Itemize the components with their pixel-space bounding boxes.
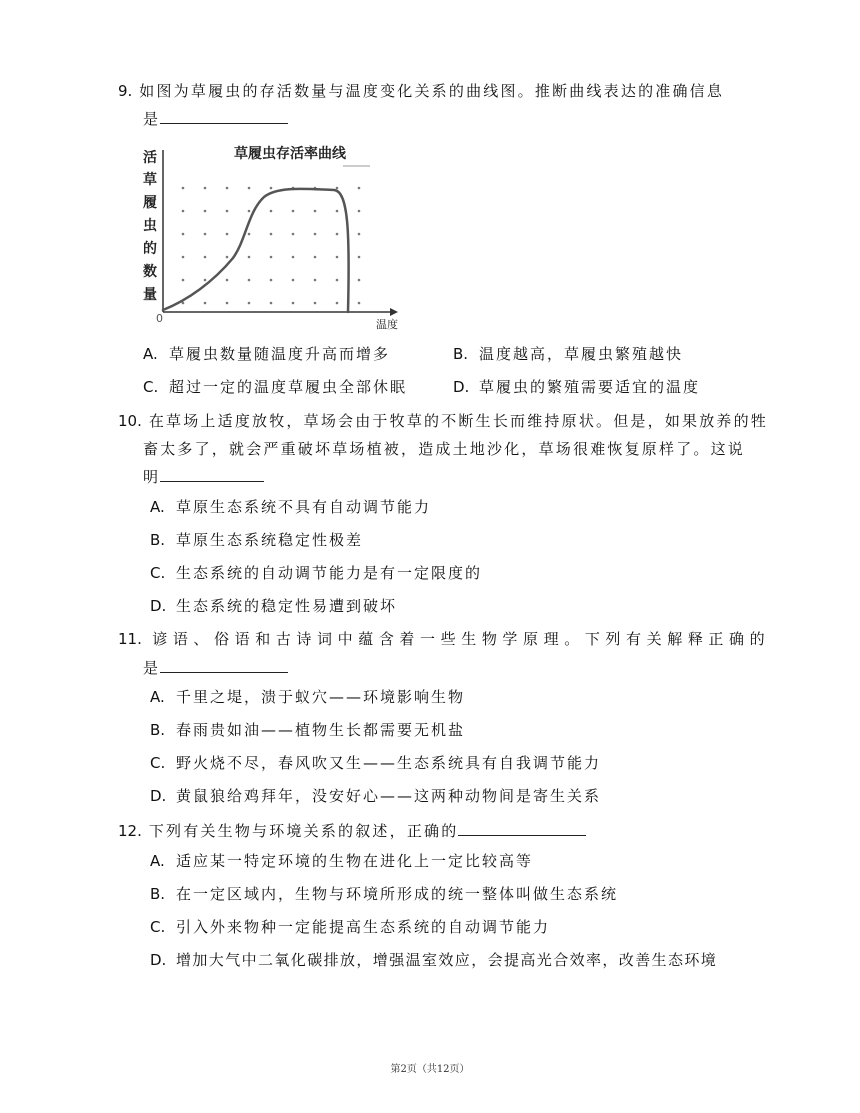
ylabel-char: 的 [143, 241, 157, 257]
option-text: 春雨贵如油——植物生长都需要无机盐 [176, 721, 466, 739]
option-9a[interactable] [143, 344, 390, 364]
option-text: 千里之堤，溃于蚁穴——环境影响生物 [176, 688, 466, 706]
option-9c[interactable] [143, 377, 407, 397]
x-axis-arrow [390, 308, 398, 316]
question-10 [118, 410, 768, 432]
option-text: 在一定区域内，生物与环境所形成的统一整体叫做生态系统 [176, 885, 619, 903]
option-label: C. [150, 918, 166, 936]
option-label: B. [150, 885, 166, 903]
ylabel-char: 虫 [143, 218, 157, 234]
grid-dot [248, 233, 251, 236]
option-11a[interactable] [150, 687, 465, 707]
grid-dot [336, 233, 339, 236]
grid-dot [270, 210, 273, 213]
grid-dot [358, 210, 361, 213]
option-label: B. [150, 531, 166, 549]
option-text: 增加大气中二氧化碳排放，增强温室效应，会提高光合效率，改善生态环境 [176, 951, 718, 969]
option-11c[interactable] [150, 753, 601, 773]
option-9b[interactable] [453, 344, 683, 364]
option-label: B. [150, 721, 166, 739]
question-number: 12. [118, 822, 142, 840]
grid-dot [226, 233, 229, 236]
grid-dot [336, 279, 339, 282]
question-9 [118, 80, 724, 102]
grid-dot [204, 233, 207, 236]
option-text: 温度越高，草履虫繁殖越快 [479, 345, 684, 363]
option-label: A. [150, 852, 165, 870]
option-label: D. [150, 951, 167, 969]
option-12d[interactable] [150, 950, 717, 970]
option-label: C. [150, 754, 166, 772]
grid-dot [226, 279, 229, 282]
grid-dot [270, 302, 273, 305]
option-text: 黄鼠狼给鸡拜年，没安好心——这两种动物间是寄生关系 [176, 787, 602, 805]
question-9-line2 [143, 107, 288, 130]
question-number: 9. [118, 82, 133, 100]
grid-dot [248, 279, 251, 282]
grid-dot [182, 233, 185, 236]
grid-dot [248, 210, 251, 213]
grid-dot [292, 210, 295, 213]
answer-blank[interactable] [160, 465, 264, 482]
ylabel-char: 数 [143, 264, 157, 280]
grid-dot [314, 279, 317, 282]
question-10-line3 [143, 465, 264, 488]
question-11 [118, 628, 770, 650]
grid-dot [358, 256, 361, 259]
grid-dot [270, 233, 273, 236]
question-number: 10. [118, 412, 142, 430]
y-axis-label [143, 149, 157, 303]
question-text: 如图为草履虫的存活数量与温度变化关系的曲线图。推断曲线表达的准确信息 [139, 82, 725, 100]
page-footer: 第2页（共12页） [390, 1064, 470, 1075]
option-12b[interactable] [150, 884, 618, 904]
grid-dot [292, 302, 295, 305]
option-text: 草履虫的繁殖需要适宜的温度 [479, 378, 701, 396]
question-number: 11. [118, 630, 142, 648]
option-9d[interactable] [453, 377, 700, 397]
grid-dot [336, 302, 339, 305]
grid-dots [182, 187, 361, 305]
option-text: 适应某一特定环境的生物在进化上一定比较高等 [176, 852, 534, 870]
grid-dot [314, 302, 317, 305]
grid-dot [358, 302, 361, 305]
grid-dot [182, 187, 185, 190]
grid-dot [226, 256, 229, 259]
grid-dot [248, 302, 251, 305]
grid-dot [182, 279, 185, 282]
option-label: A. [150, 688, 165, 706]
grid-dot [204, 302, 207, 305]
option-text: 草原生态系统不具有自动调节能力 [176, 498, 432, 516]
grid-dot [336, 187, 339, 190]
survival-curve-figure [138, 140, 410, 335]
grid-dot [358, 279, 361, 282]
question-text: 在草场上适度放牧，草场会由于牧草的不断生长而维持原状。但是，如果放养的牲 [148, 412, 769, 430]
answer-blank[interactable] [160, 107, 288, 124]
option-10d[interactable] [150, 596, 397, 616]
question-text: 畜太多了，就会严重破坏草场植被，造成土地沙化，草场很难恢复原样了。这说 [143, 440, 746, 458]
option-10c[interactable] [150, 563, 482, 583]
option-label: C. [143, 378, 159, 396]
option-label: C. [150, 564, 166, 582]
ylabel-char: 量 [143, 287, 157, 303]
question-10-line2 [143, 438, 745, 460]
grid-dot [270, 279, 273, 282]
grid-dot [204, 187, 207, 190]
option-text: 超过一定的温度草履虫全部休眠 [169, 378, 408, 396]
option-text: 生态系统的稳定性易遭到破坏 [176, 597, 398, 615]
ylabel-char: 履 [143, 195, 157, 211]
option-label: A. [143, 345, 158, 363]
answer-blank[interactable] [458, 819, 586, 836]
grid-dot [314, 256, 317, 259]
option-10a[interactable] [150, 497, 431, 517]
ylabel-char: 活 [143, 150, 157, 166]
grid-dot [336, 256, 339, 259]
grid-dot [226, 187, 229, 190]
option-text: 野火烧不尽，春风吹又生——生态系统具有自我调节能力 [176, 754, 602, 772]
grid-dot [292, 233, 295, 236]
question-text: 是 [143, 110, 161, 128]
grid-dot [292, 256, 295, 259]
survival-curve [163, 189, 349, 312]
option-label: B. [453, 345, 469, 363]
grid-dot [270, 256, 273, 259]
grid-dot [358, 233, 361, 236]
grid-dot [248, 187, 251, 190]
answer-blank[interactable] [160, 656, 288, 673]
option-label: D. [150, 597, 167, 615]
question-11-line2 [143, 656, 288, 679]
option-label: A. [150, 498, 165, 516]
option-text: 草履虫数量随温度升高而增多 [169, 345, 391, 363]
grid-dot [204, 279, 207, 282]
option-label: D. [150, 787, 167, 805]
option-text: 草原生态系统稳定性极差 [176, 531, 364, 549]
option-text: 引入外来物种一定能提高生态系统的自动调节能力 [176, 918, 551, 936]
grid-dot [314, 233, 317, 236]
option-12a[interactable] [150, 851, 533, 871]
option-12c[interactable] [150, 917, 550, 937]
x-axis-label: 温度 [376, 318, 398, 331]
chart-title: 草履虫存活率曲线 [234, 146, 346, 162]
grid-dot [204, 256, 207, 259]
grid-dot [270, 187, 273, 190]
grid-dot [226, 302, 229, 305]
option-10b[interactable] [150, 530, 363, 550]
question-text: 谚语、俗语和古诗词中蕴含着一些生物学原理。下列有关解释正确的 [152, 630, 771, 648]
chart-origin: 0 [156, 312, 163, 325]
option-11d[interactable] [150, 786, 601, 806]
grid-dot [182, 256, 185, 259]
grid-dot [358, 187, 361, 190]
ylabel-char: 草 [143, 172, 157, 188]
grid-dot [182, 210, 185, 213]
grid-dot [314, 210, 317, 213]
option-label: D. [453, 378, 470, 396]
grid-dot [226, 210, 229, 213]
grid-dot [248, 256, 251, 259]
grid-dot [336, 210, 339, 213]
grid-dot [204, 210, 207, 213]
option-text: 生态系统的自动调节能力是有一定限度的 [176, 564, 483, 582]
question-text: 下列有关生物与环境关系的叙述，正确的 [148, 822, 459, 840]
question-12 [118, 819, 586, 842]
question-text: 是 [143, 659, 161, 677]
option-11b[interactable] [150, 720, 465, 740]
question-text: 明 [143, 468, 161, 486]
grid-dot [292, 279, 295, 282]
